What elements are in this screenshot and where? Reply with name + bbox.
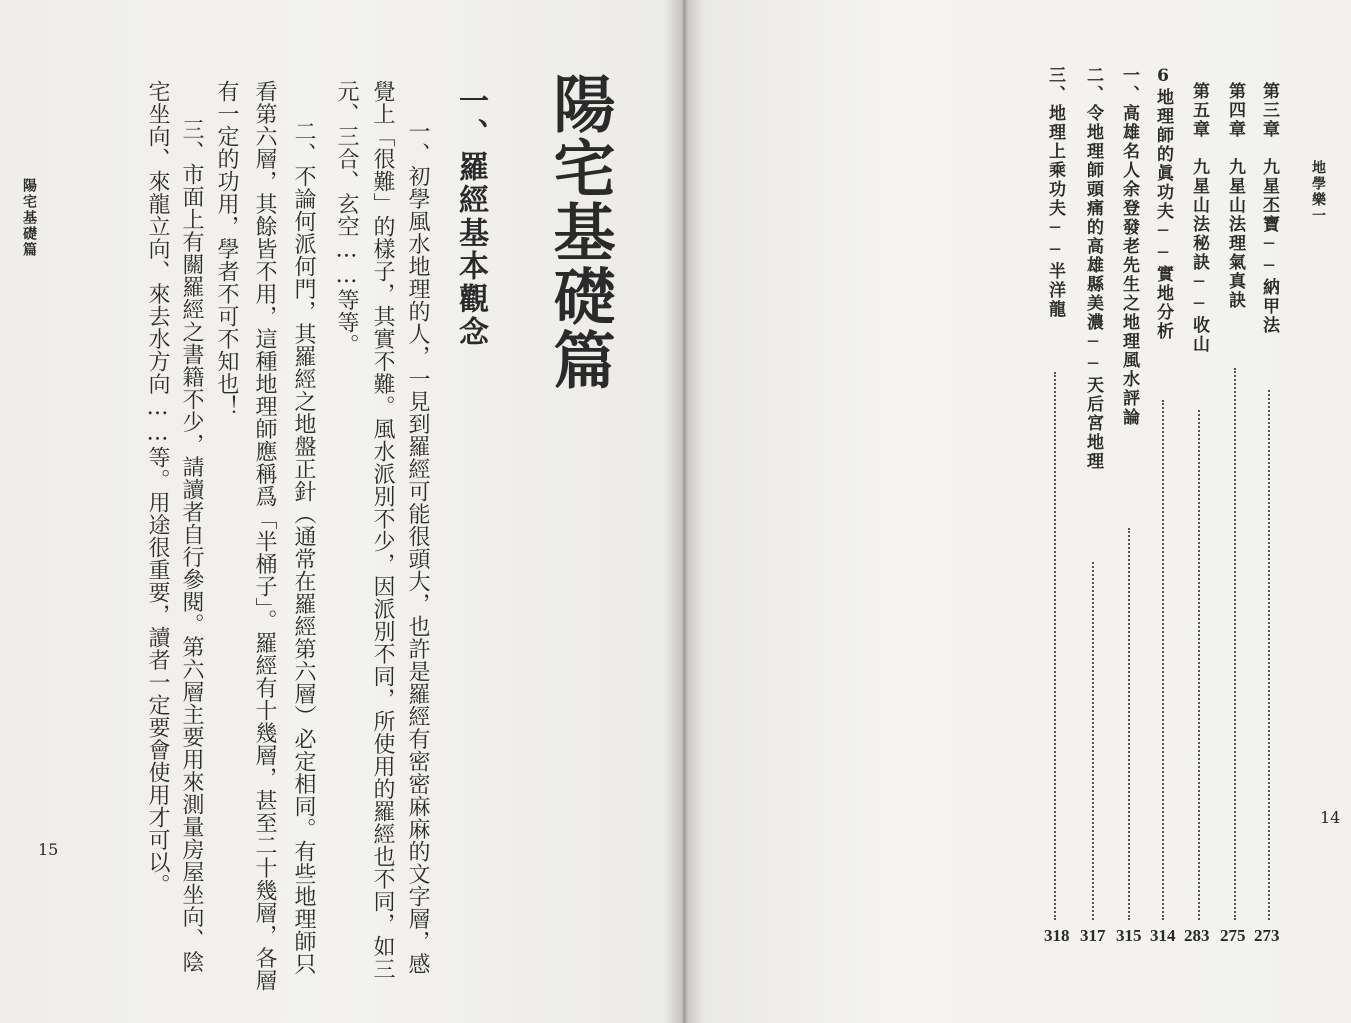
running-header: 地學樂一	[1310, 160, 1326, 224]
paragraph-line: 看第六層，其餘皆不用，這種地理師應稱爲「半桶子」。羅經有十幾層，甚至二十幾層，各層	[252, 80, 277, 992]
toc-label: 第三章 九星丕寶──納甲法	[1259, 82, 1279, 335]
toc-label: 第四章 九星山法理氣真訣	[1225, 82, 1245, 310]
right-page	[684, 0, 1351, 1023]
toc-page: 314	[1150, 926, 1176, 945]
running-footer: 陽宅基礎篇	[21, 178, 37, 258]
paragraph-line: 有一定的功用，學者不可不知也！	[214, 80, 239, 418]
paragraph-line: 一、初學風水地理的人，一見到羅經可能很頭大，也許是羅經有密密麻麻的文字層，感	[405, 120, 430, 975]
chapter-title: 陽宅基礎篇	[543, 72, 616, 392]
toc-leader	[1054, 372, 1056, 920]
book-gutter	[664, 0, 704, 1023]
toc-leader	[1128, 528, 1130, 920]
paragraph-line: 宅坐向、來龍立向、來去水方向……等。用途很重要，讀者一定要會使用才可以。	[145, 80, 170, 896]
toc-leader	[1268, 390, 1270, 920]
toc-label: 6地理師的眞功夫──實地分析	[1153, 66, 1173, 341]
toc-page: 273	[1254, 926, 1280, 945]
toc-leader	[1234, 368, 1236, 920]
toc-page: 315	[1116, 926, 1142, 945]
page-number-left: 15	[38, 840, 59, 859]
paragraph-line: 元、三合、玄空……等等。	[334, 80, 359, 356]
paragraph-line: 覺上「很難」的樣子，其實不難。風水派別不少，因派別不同，所使用的羅經也不同，如三	[370, 80, 395, 980]
toc-label: 一、高雄名人余登發老先生之地理風水評論	[1119, 66, 1139, 427]
paragraph-line: 三、市面上有關羅經之書籍不少，請讀者自行參閱。第六層主要用來測量房屋坐向、陰	[179, 118, 204, 973]
section-heading: 一、羅經基本觀念	[453, 85, 488, 349]
toc-leader	[1162, 400, 1164, 920]
toc-label: 第五章 九星山法秘訣──收山	[1189, 82, 1209, 354]
toc-page: 283	[1184, 926, 1210, 945]
toc-page: 317	[1080, 926, 1106, 945]
paragraph-line: 二、不論何派何門，其羅經之地盤正針（通常在羅經第六層）必定相同。有些地理師只	[291, 120, 316, 975]
toc-leader	[1198, 410, 1200, 920]
toc-page: 275	[1220, 926, 1246, 945]
toc-label: 三、地理上乘功夫──半洋龍	[1045, 66, 1065, 319]
toc-label: 二、令地理師頭痛的高雄縣美濃──天后宮地理	[1083, 66, 1103, 471]
page-number-right: 14	[1320, 808, 1341, 827]
toc-page: 318	[1044, 926, 1070, 945]
toc-leader	[1092, 562, 1094, 920]
